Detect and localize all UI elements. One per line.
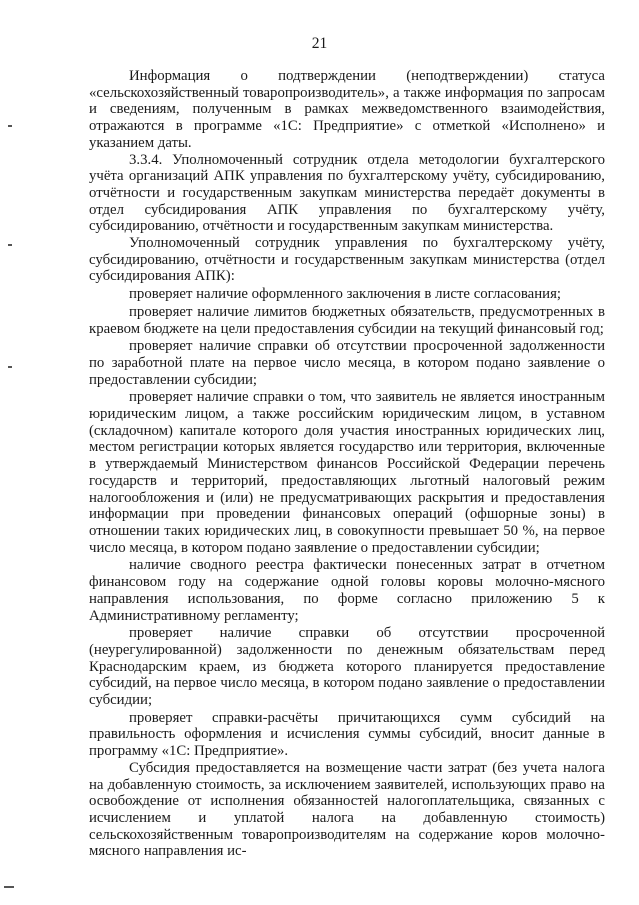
margin-mark bbox=[8, 244, 12, 246]
list-item: проверяет наличие справки об отсутствии просроченной (неурегулированной) задолженности по денежным обязательствам перед Краснодарским краем, из бюджета которого планируется предоставление субсидий, на первое число месяца, в котором подано заявление о предоставлении субсидии; bbox=[89, 625, 605, 709]
paragraph: Уполномоченный сотрудник управления по бухгалтерскому учёту, субсидированию, отчётности и государственным закупкам министерства (отдел субсидирования АПК): bbox=[89, 235, 605, 285]
margin-mark bbox=[8, 366, 12, 368]
list-item: проверяет наличие оформленного заключения в листе согласования; bbox=[129, 286, 562, 303]
list-item: проверяет наличие лимитов бюджетных обязательств, предусмотренных в краевом бюджете на цели предоставления субсидии на текущий финансовый год; bbox=[89, 303, 605, 337]
list-item: проверяет справки-расчёты причитающихся сумм субсидий на правильность оформления и исчисления суммы субсидий, вносит данные в программу «1С: Предприятие». bbox=[89, 709, 605, 760]
list-item: проверяет наличие справки о том, что заявитель не является иностранным юридическим лицом, а также российским юридическим лицом, в уставном (складочном) капитале которого доля участия иностранных юридических лиц, местом регистрации которых является государство или территория, включенные в утверждаемый Министерством финансов Российской Федерации перечень государств и территорий, предоставляющих льготный налоговый режим налогообложения и (или) не предусматривающих раскрытия и предоставления информации при проведении финансовых операций (офшорные зоны) в отношении таких юридических лиц, в совокупности превышает 50 %, на первое число месяца, в котором подано заявление о предоставлении субсидии; bbox=[89, 389, 605, 556]
paragraph: 3.3.4. Уполномоченный сотрудник отдела методологии бухгалтерского учёта организаций АПК управления по бухгалтерскому учёту, субсидированию, отчётности и государственным закупкам министерства передаёт документы в отдел субсидирования АПК управления по бухгалтерскому учёту, субсидированию, отчётности и государственным закупкам министерства. bbox=[89, 151, 605, 235]
paragraph: Субсидия предоставляется на возмещение части затрат (без учета налога на добавленную стоимость, за исключением заявителей, использующих право на освобождение от исполнения обязанностей налогоплательщика, связанных с исчислением и уплатой налога на добавленную стоимость) сельскохозяйственным товаропроизводителям на содержание коров молочно-мясного направления ис- bbox=[89, 759, 605, 860]
list-item: проверяет наличие справки об отсутствии просроченной задолженности по заработной плате на первое число месяца, в котором подано заявление о предоставлении субсидии; bbox=[89, 338, 605, 388]
paragraph: Информация о подтверждении (неподтверждении) статуса «сельскохозяйственный товаропроизводитель», а также информация по запросам и сведениям, полученным в рамках межведомственного взаимодействия, отражаются в программе «1С: Предприятие» с отметкой «Исполнено» и указанием даты. bbox=[89, 68, 605, 151]
page-number: 21 bbox=[311, 35, 328, 52]
document-body bbox=[89, 68, 605, 860]
margin-mark bbox=[8, 125, 12, 127]
list-item: наличие сводного реестра фактически понесенных затрат в отчетном финансовом году на содержание одной головы коровы молочно-мясного направления использования, по форме согласно приложению 5 к Административному регламенту; bbox=[89, 557, 605, 624]
margin-mark bbox=[4, 886, 14, 888]
